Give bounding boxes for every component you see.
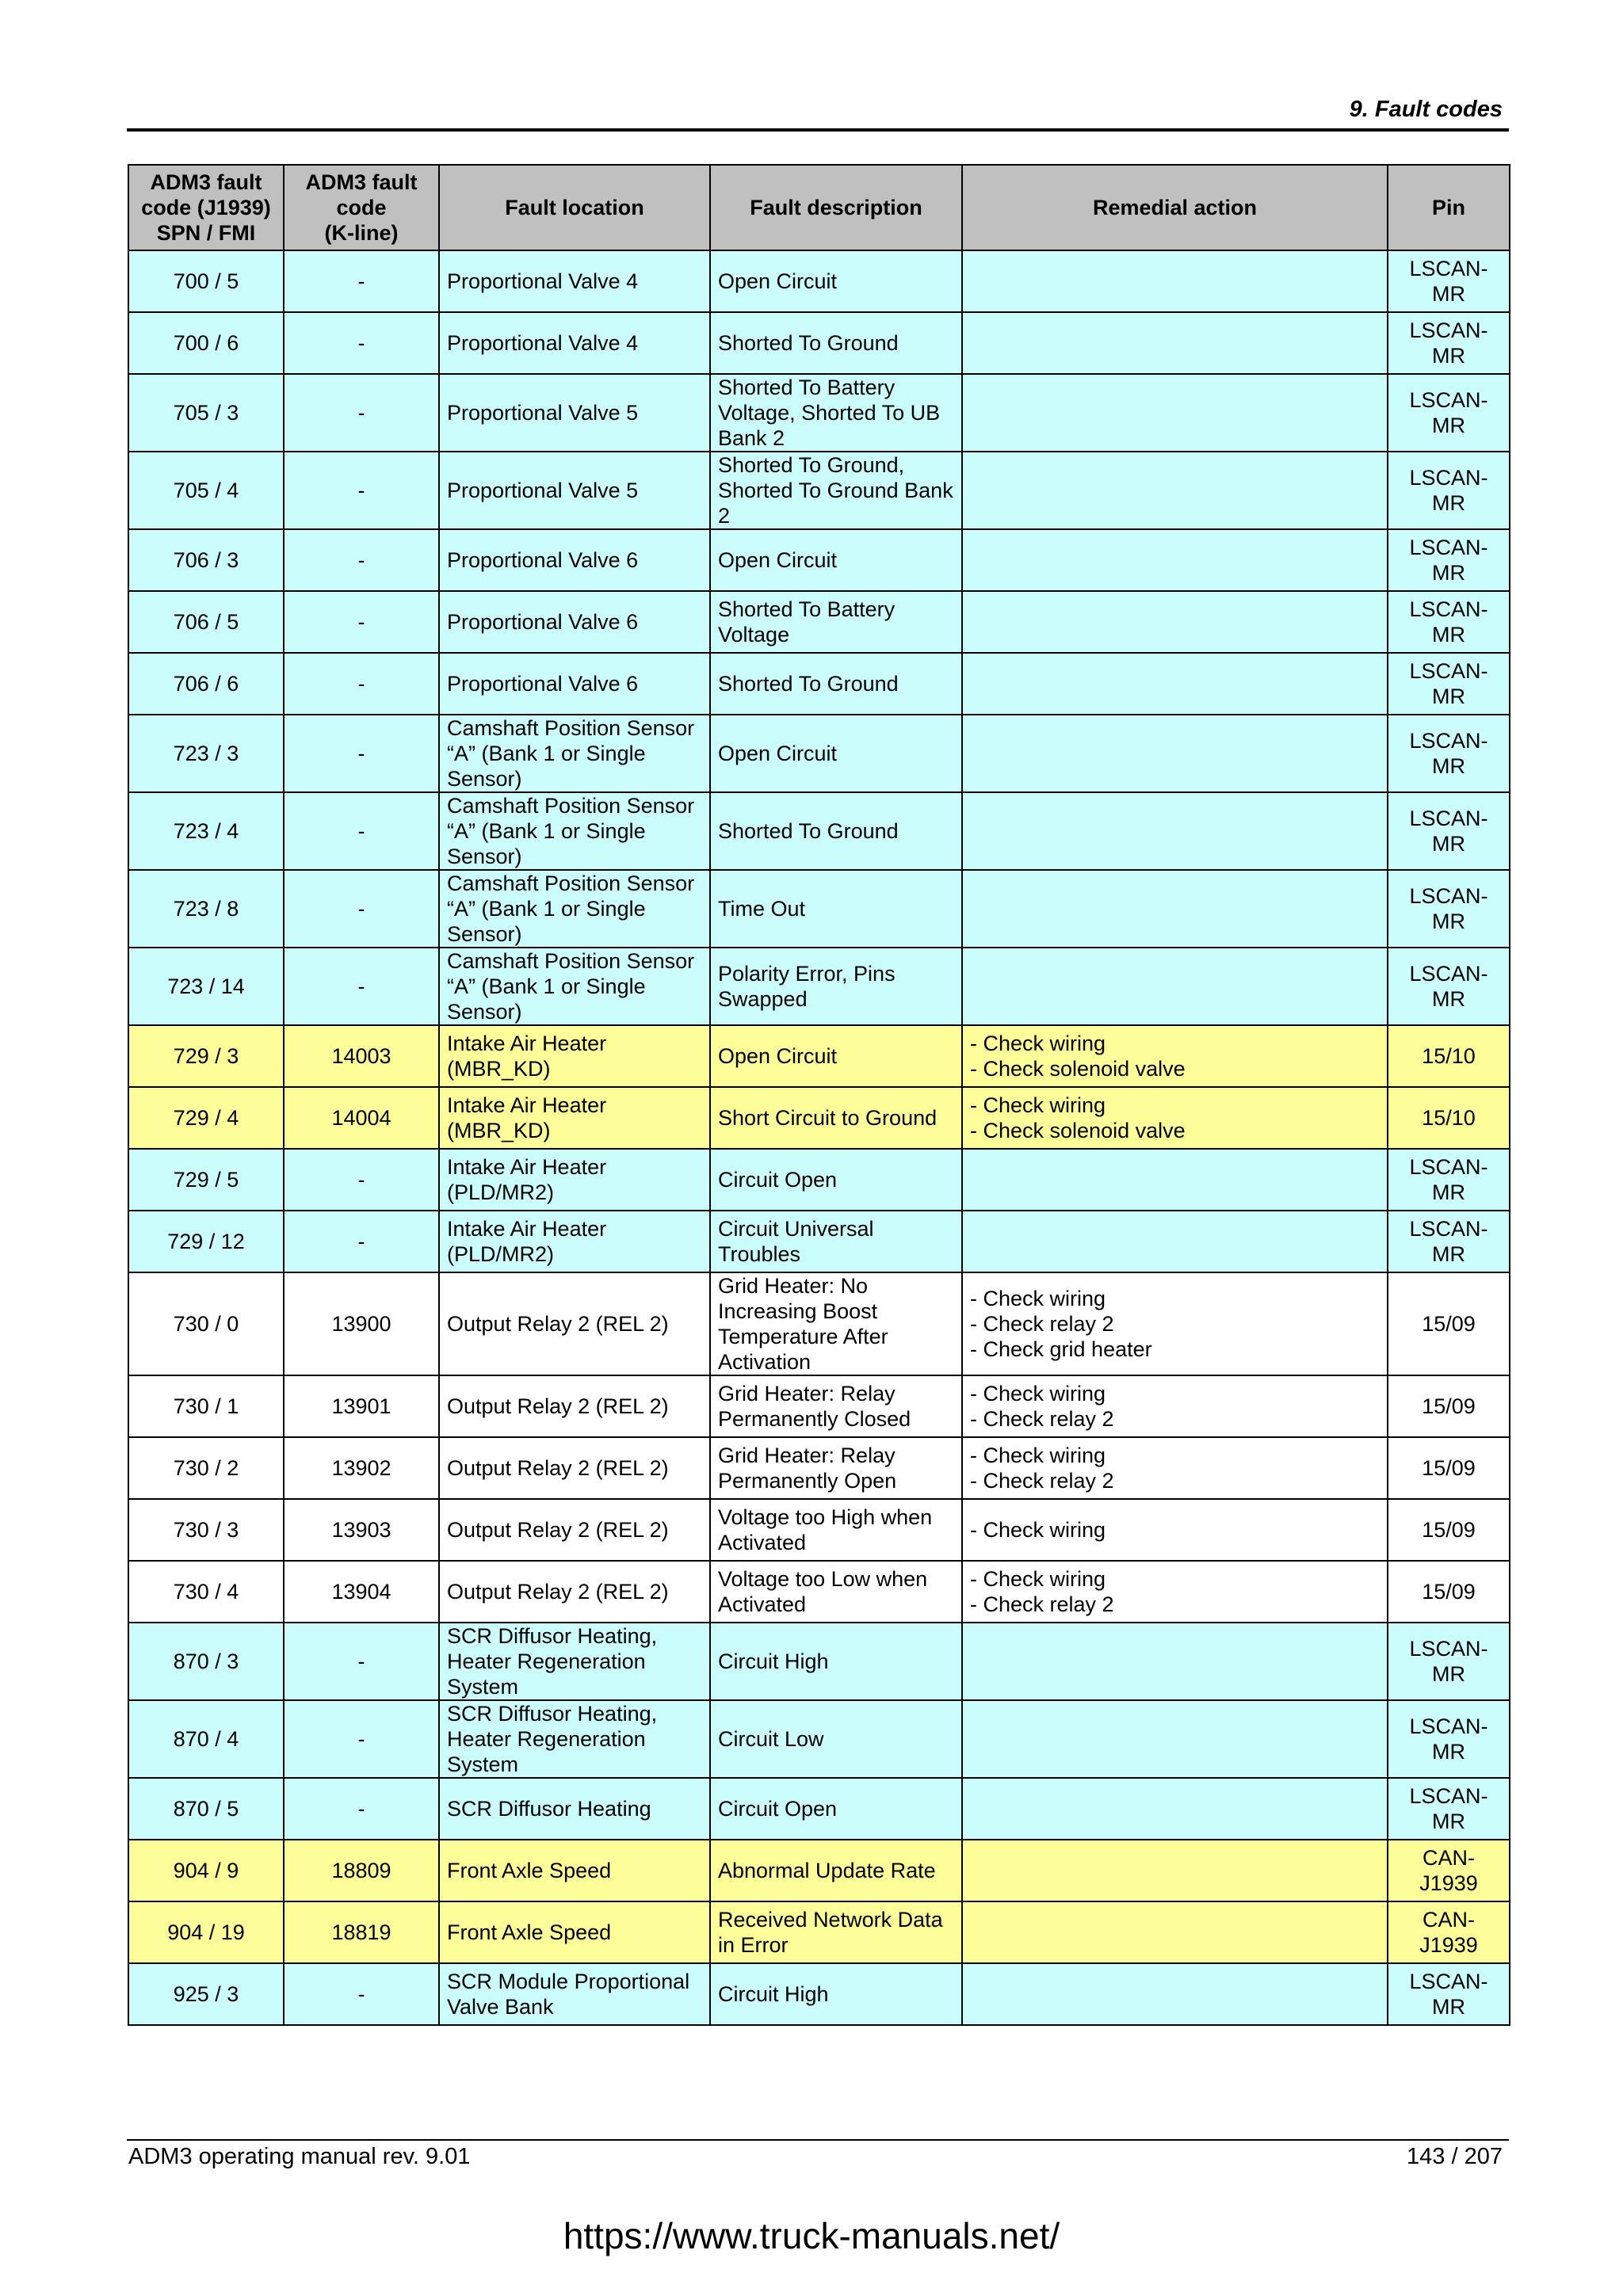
remedial-action-cell: - Check wiring - Check relay 2 [962, 1437, 1388, 1499]
fault-description-cell: Open Circuit [710, 529, 962, 591]
table-row [128, 1087, 1510, 1149]
footer-rule [127, 2139, 1509, 2141]
kline-code-cell: - [284, 1778, 439, 1840]
fault-description-cell: Circuit Low [710, 1700, 962, 1778]
kline-code-cell: 18819 [284, 1901, 439, 1963]
column-header-fault-location: Fault location [439, 165, 710, 250]
source-url[interactable]: https://www.truck-manuals.net/ [563, 2215, 1060, 2256]
fault-code-cell: 730 / 0 [128, 1272, 284, 1375]
fault-description-cell: Grid Heater: Relay Permanently Open [710, 1437, 962, 1499]
pin-cell: LSCAN- MR [1388, 452, 1510, 529]
fault-description-cell: Shorted To Ground [710, 312, 962, 374]
fault-location-cell: Intake Air Heater (MBR_KD) [439, 1087, 710, 1149]
fault-location-cell: Proportional Valve 6 [439, 591, 710, 653]
fault-location-cell: Proportional Valve 6 [439, 529, 710, 591]
fault-location-cell: Intake Air Heater (PLD/MR2) [439, 1211, 710, 1272]
fault-description-cell: Open Circuit [710, 1025, 962, 1087]
manual-revision: ADM3 operating manual rev. 9.01 [128, 2144, 471, 2169]
kline-code-cell: - [284, 792, 439, 870]
remedial-action-cell [962, 312, 1388, 374]
fault-code-cell: 705 / 4 [128, 452, 284, 529]
fault-code-cell: 700 / 5 [128, 250, 284, 312]
fault-code-cell: 706 / 5 [128, 591, 284, 653]
table-row [128, 312, 1510, 374]
table-row [128, 452, 1510, 529]
remedial-action-cell: - Check wiring - Check relay 2 [962, 1375, 1388, 1437]
table-row [128, 1272, 1510, 1375]
pin-cell: LSCAN- MR [1388, 948, 1510, 1025]
remedial-action-cell: - Check wiring - Check solenoid valve [962, 1025, 1388, 1087]
pin-cell: LSCAN- MR [1388, 653, 1510, 715]
pin-cell: LSCAN- MR [1388, 1963, 1510, 2025]
fault-location-cell: Output Relay 2 (REL 2) [439, 1561, 710, 1623]
fault-code-cell: 870 / 4 [128, 1700, 284, 1778]
fault-location-cell: Front Axle Speed [439, 1901, 710, 1963]
remedial-action-cell [962, 948, 1388, 1025]
remedial-action-cell [962, 591, 1388, 653]
table-row [128, 1025, 1510, 1087]
table-header-row [128, 165, 1510, 250]
fault-code-table [128, 164, 1510, 2026]
table-row [128, 1437, 1510, 1499]
kline-code-cell: 13902 [284, 1437, 439, 1499]
kline-code-cell: 13903 [284, 1499, 439, 1561]
remedial-action-cell [962, 792, 1388, 870]
kline-code-cell: - [284, 312, 439, 374]
pin-cell: LSCAN- MR [1388, 870, 1510, 948]
fault-code-cell: 730 / 2 [128, 1437, 284, 1499]
kline-code-cell: 18809 [284, 1840, 439, 1901]
pin-cell: 15/09 [1388, 1499, 1510, 1561]
remedial-action-cell [962, 452, 1388, 529]
table-row [128, 1778, 1510, 1840]
table-row [128, 1561, 1510, 1623]
pin-cell: 15/10 [1388, 1025, 1510, 1087]
fault-location-cell: SCR Diffusor Heating [439, 1778, 710, 1840]
fault-description-cell: Open Circuit [710, 250, 962, 312]
table-row [128, 250, 1510, 312]
fault-description-cell: Shorted To Battery Voltage [710, 591, 962, 653]
pin-cell: LSCAN- MR [1388, 1700, 1510, 1778]
fault-location-cell: Output Relay 2 (REL 2) [439, 1272, 710, 1375]
fault-description-cell: Received Network Data in Error [710, 1901, 962, 1963]
kline-code-cell: - [284, 591, 439, 653]
table-row [128, 653, 1510, 715]
column-header-pin: Pin [1388, 165, 1510, 250]
fault-description-cell: Voltage too Low when Activated [710, 1561, 962, 1623]
table-row [128, 1901, 1510, 1963]
table-row [128, 1700, 1510, 1778]
fault-description-cell: Circuit Open [710, 1149, 962, 1211]
remedial-action-cell [962, 1700, 1388, 1778]
fault-code-cell: 904 / 9 [128, 1840, 284, 1901]
table-row [128, 1963, 1510, 2025]
table-row [128, 591, 1510, 653]
kline-code-cell: - [284, 1700, 439, 1778]
pin-cell: 15/09 [1388, 1561, 1510, 1623]
fault-code-cell: 870 / 3 [128, 1623, 284, 1700]
table-row [128, 529, 1510, 591]
pin-cell: CAN- J1939 [1388, 1901, 1510, 1963]
kline-code-cell: - [284, 374, 439, 452]
fault-description-cell: Circuit High [710, 1963, 962, 2025]
fault-description-cell: Abnormal Update Rate [710, 1840, 962, 1901]
pin-cell: LSCAN- MR [1388, 250, 1510, 312]
pin-cell: LSCAN- MR [1388, 1211, 1510, 1272]
remedial-action-cell [962, 1211, 1388, 1272]
remedial-action-cell [962, 529, 1388, 591]
kline-code-cell: - [284, 1211, 439, 1272]
table-row [128, 1840, 1510, 1901]
remedial-action-cell [962, 1623, 1388, 1700]
fault-location-cell: Proportional Valve 4 [439, 250, 710, 312]
fault-code-cell: 723 / 4 [128, 792, 284, 870]
fault-description-cell: Open Circuit [710, 715, 962, 792]
pin-cell: 15/10 [1388, 1087, 1510, 1149]
pin-cell: LSCAN- MR [1388, 715, 1510, 792]
fault-location-cell: Proportional Valve 6 [439, 653, 710, 715]
remedial-action-cell [962, 1778, 1388, 1840]
pin-cell: LSCAN- MR [1388, 312, 1510, 374]
pin-cell: LSCAN- MR [1388, 1778, 1510, 1840]
remedial-action-cell [962, 250, 1388, 312]
table-row [128, 1375, 1510, 1437]
kline-code-cell: - [284, 452, 439, 529]
fault-location-cell: Camshaft Position Sensor “A” (Bank 1 or Single Sensor) [439, 870, 710, 948]
fault-location-cell: Camshaft Position Sensor “A” (Bank 1 or Single Sensor) [439, 715, 710, 792]
fault-location-cell: Output Relay 2 (REL 2) [439, 1375, 710, 1437]
pin-cell: LSCAN- MR [1388, 591, 1510, 653]
fault-location-cell: Output Relay 2 (REL 2) [439, 1499, 710, 1561]
fault-code-cell: 904 / 19 [128, 1901, 284, 1963]
kline-code-cell: 13900 [284, 1272, 439, 1375]
table-row [128, 1499, 1510, 1561]
kline-code-cell: - [284, 1149, 439, 1211]
kline-code-cell: - [284, 250, 439, 312]
kline-code-cell: - [284, 715, 439, 792]
fault-location-cell: SCR Diffusor Heating, Heater Regeneration System [439, 1700, 710, 1778]
kline-code-cell: 13904 [284, 1561, 439, 1623]
table-row [128, 1149, 1510, 1211]
fault-location-cell: Front Axle Speed [439, 1840, 710, 1901]
table-row [128, 1623, 1510, 1700]
remedial-action-cell [962, 1840, 1388, 1901]
pin-cell: 15/09 [1388, 1437, 1510, 1499]
remedial-action-cell: - Check wiring - Check relay 2 - Check grid heater [962, 1272, 1388, 1375]
fault-location-cell: SCR Module Proportional Valve Bank [439, 1963, 710, 2025]
remedial-action-cell [962, 374, 1388, 452]
table-row [128, 1211, 1510, 1272]
fault-code-cell: 723 / 14 [128, 948, 284, 1025]
table-row [128, 715, 1510, 792]
kline-code-cell: - [284, 870, 439, 948]
section-title: 9. Fault codes [1349, 97, 1503, 122]
column-header-fault-description: Fault description [710, 165, 962, 250]
pin-cell: LSCAN- MR [1388, 792, 1510, 870]
fault-code-cell: 730 / 1 [128, 1375, 284, 1437]
pin-cell: LSCAN- MR [1388, 1149, 1510, 1211]
fault-description-cell: Polarity Error, Pins Swapped [710, 948, 962, 1025]
fault-location-cell: Proportional Valve 5 [439, 374, 710, 452]
fault-code-cell: 723 / 8 [128, 870, 284, 948]
fault-description-cell: Circuit Universal Troubles [710, 1211, 962, 1272]
remedial-action-cell [962, 1149, 1388, 1211]
fault-location-cell: Camshaft Position Sensor “A” (Bank 1 or Single Sensor) [439, 792, 710, 870]
remedial-action-cell [962, 1901, 1388, 1963]
table-row [128, 374, 1510, 452]
fault-location-cell: Output Relay 2 (REL 2) [439, 1437, 710, 1499]
fault-description-cell: Short Circuit to Ground [710, 1087, 962, 1149]
fault-description-cell: Shorted To Ground, Shorted To Ground Bank 2 [710, 452, 962, 529]
fault-location-cell: Proportional Valve 5 [439, 452, 710, 529]
kline-code-cell: 14004 [284, 1087, 439, 1149]
pin-cell: CAN- J1939 [1388, 1840, 1510, 1901]
remedial-action-cell [962, 1963, 1388, 2025]
fault-location-cell: Intake Air Heater (MBR_KD) [439, 1025, 710, 1087]
fault-description-cell: Shorted To Battery Voltage, Shorted To UB Bank 2 [710, 374, 962, 452]
kline-code-cell: - [284, 529, 439, 591]
fault-description-cell: Grid Heater: Relay Permanently Closed [710, 1375, 962, 1437]
remedial-action-cell [962, 653, 1388, 715]
fault-description-cell: Grid Heater: No Increasing Boost Temperature After Activation [710, 1272, 962, 1375]
column-header-kline: ADM3 fault code (K-line) [284, 165, 439, 250]
fault-location-cell: SCR Diffusor Heating, Heater Regeneration System [439, 1623, 710, 1700]
fault-code-cell: 700 / 6 [128, 312, 284, 374]
fault-code-cell: 870 / 5 [128, 1778, 284, 1840]
fault-code-cell: 705 / 3 [128, 374, 284, 452]
fault-code-cell: 730 / 4 [128, 1561, 284, 1623]
fault-location-cell: Proportional Valve 4 [439, 312, 710, 374]
kline-code-cell: 14003 [284, 1025, 439, 1087]
remedial-action-cell [962, 870, 1388, 948]
table-row [128, 792, 1510, 870]
pin-cell: 15/09 [1388, 1272, 1510, 1375]
fault-code-cell: 729 / 5 [128, 1149, 284, 1211]
kline-code-cell: 13901 [284, 1375, 439, 1437]
fault-code-cell: 729 / 4 [128, 1087, 284, 1149]
fault-code-cell: 729 / 12 [128, 1211, 284, 1272]
fault-code-cell: 729 / 3 [128, 1025, 284, 1087]
pin-cell: LSCAN- MR [1388, 374, 1510, 452]
table-row [128, 870, 1510, 948]
kline-code-cell: - [284, 1963, 439, 2025]
fault-description-cell: Time Out [710, 870, 962, 948]
table-row [128, 948, 1510, 1025]
fault-code-cell: 706 / 6 [128, 653, 284, 715]
pin-cell: 15/09 [1388, 1375, 1510, 1437]
page-number: 143 / 207 [1407, 2144, 1503, 2169]
pin-cell: LSCAN- MR [1388, 529, 1510, 591]
header-rule [127, 128, 1509, 132]
column-header-remedial-action: Remedial action [962, 165, 1388, 250]
fault-description-cell: Circuit High [710, 1623, 962, 1700]
remedial-action-cell: - Check wiring - Check relay 2 [962, 1561, 1388, 1623]
remedial-action-cell: - Check wiring [962, 1499, 1388, 1561]
remedial-action-cell [962, 715, 1388, 792]
fault-description-cell: Shorted To Ground [710, 792, 962, 870]
fault-description-cell: Shorted To Ground [710, 653, 962, 715]
fault-code-cell: 723 / 3 [128, 715, 284, 792]
column-header-spn-fmi: ADM3 fault code (J1939) SPN / FMI [128, 165, 284, 250]
kline-code-cell: - [284, 1623, 439, 1700]
fault-description-cell: Circuit Open [710, 1778, 962, 1840]
fault-description-cell: Voltage too High when Activated [710, 1499, 962, 1561]
fault-code-cell: 925 / 3 [128, 1963, 284, 2025]
fault-code-cell: 730 / 3 [128, 1499, 284, 1561]
fault-code-cell: 706 / 3 [128, 529, 284, 591]
kline-code-cell: - [284, 948, 439, 1025]
remedial-action-cell: - Check wiring - Check solenoid valve [962, 1087, 1388, 1149]
fault-location-cell: Intake Air Heater (PLD/MR2) [439, 1149, 710, 1211]
fault-location-cell: Camshaft Position Sensor “A” (Bank 1 or Single Sensor) [439, 948, 710, 1025]
pin-cell: LSCAN- MR [1388, 1623, 1510, 1700]
kline-code-cell: - [284, 653, 439, 715]
